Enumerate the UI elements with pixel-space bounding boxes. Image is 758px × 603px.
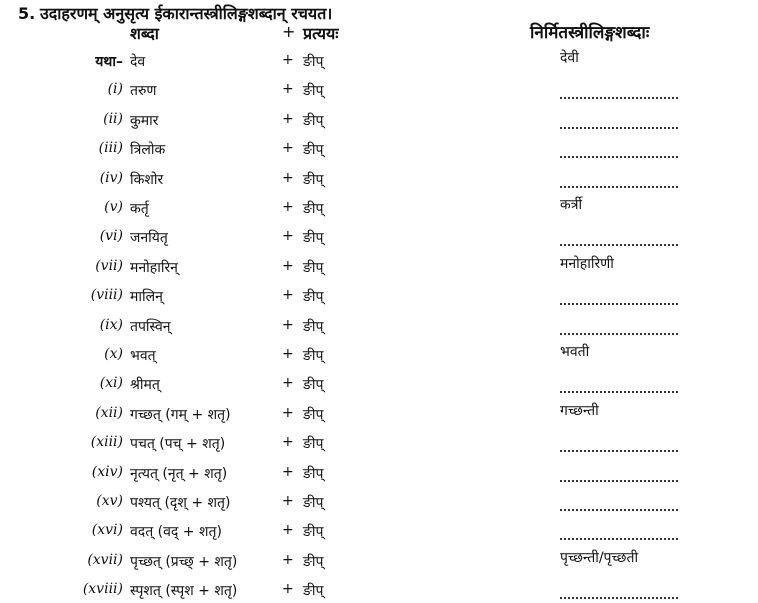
base-word: तरुण: [130, 83, 157, 100]
base-word: कर्तृ: [130, 201, 149, 217]
plus-sign: +: [282, 81, 294, 98]
answer-blank[interactable]: [560, 156, 678, 158]
plus-sign: +: [282, 169, 294, 186]
row-label: (xviii): [82, 581, 123, 598]
exercise-row: [0, 283, 758, 312]
row-label: (xvii): [87, 551, 123, 568]
row-label: (v): [104, 199, 123, 215]
suffix: ङीप्: [303, 201, 324, 217]
answer-blank[interactable]: [560, 450, 678, 452]
header-result: निर्मितस्त्रीलिङ्गशब्दाः: [530, 23, 650, 43]
suffix: ङीप्: [303, 406, 324, 423]
exercise-row: [0, 489, 758, 518]
base-word: त्रिलोक: [130, 142, 166, 159]
plus-sign: +: [282, 551, 294, 568]
row-label: (ix): [99, 316, 123, 333]
example-row: [0, 48, 758, 77]
answer-text: मनोहारिणी: [560, 255, 614, 272]
row-label: (xvi): [91, 522, 123, 539]
plus-sign: +: [282, 522, 294, 539]
base-word: नृत्यत् (नृत् + शतृ): [130, 465, 228, 482]
suffix: ङीप्: [303, 583, 324, 600]
answer-blank[interactable]: [560, 186, 678, 188]
exercise-row: [0, 77, 758, 106]
header-word: शब्दा: [130, 24, 159, 43]
suffix: ङीप्: [303, 54, 324, 70]
answer-blank[interactable]: [560, 509, 678, 511]
suffix: ङीप्: [303, 524, 324, 541]
plus-sign: +: [282, 375, 294, 392]
answer-blank[interactable]: [560, 597, 678, 599]
exercise-row: [0, 313, 758, 342]
plus-sign: +: [282, 257, 294, 274]
row-label: (ii): [103, 110, 123, 127]
header-plus: +: [282, 22, 296, 41]
base-word: कुमार: [130, 112, 159, 129]
plus-sign: +: [282, 199, 294, 215]
suffix: ङीप्: [303, 142, 324, 159]
base-word: पृच्छत् (प्रच्छ् + शतृ): [130, 553, 238, 570]
row-label: (viii): [90, 287, 123, 304]
exercise-row: [0, 460, 758, 489]
answer-blank[interactable]: [560, 97, 678, 99]
base-word: स्पृशत् (स्पृश + शतृ): [130, 583, 238, 600]
exercise-row: [0, 107, 758, 136]
exercise-row: [0, 254, 758, 283]
exercise-row: [0, 166, 758, 195]
exercise-row: [0, 342, 758, 371]
suffix: ङीप्: [303, 495, 324, 511]
row-label: (xii): [95, 404, 123, 421]
suffix: ङीप्: [303, 436, 324, 453]
plus-sign: +: [282, 110, 294, 127]
suffix: ङीप्: [303, 83, 324, 100]
question-number: 5.: [18, 4, 36, 23]
header-suffix: प्रत्ययः: [303, 24, 339, 43]
answer-blank[interactable]: [560, 538, 678, 540]
base-word: पचत् (पच् + शतृ): [130, 436, 226, 453]
suffix: ङीप्: [303, 377, 324, 394]
row-label: (xiv): [91, 463, 123, 480]
suffix: ङीप्: [303, 348, 324, 364]
row-label: (xv): [96, 493, 123, 509]
row-label: (vii): [95, 257, 123, 274]
answer-blank[interactable]: [560, 333, 678, 335]
answer-text: पृच्छन्ती/पृच्छती: [560, 549, 639, 566]
base-word: पश्यत् (दृश् + शतृ): [130, 495, 231, 511]
question-text: उदाहरणम् अनुसृत्य ईकारान्तस्त्रीलिङ्गशब्दान् रचयत।: [40, 4, 333, 23]
exercise-row: [0, 224, 758, 253]
plus-sign: +: [282, 346, 294, 362]
exercise-row: [0, 518, 758, 547]
answer-blank[interactable]: [560, 303, 678, 305]
suffix: ङीप्: [303, 230, 324, 247]
row-label: (iv): [99, 169, 123, 186]
plus-sign: +: [282, 463, 294, 480]
plus-sign: +: [282, 140, 294, 157]
base-word: तपस्विन्: [130, 318, 171, 335]
exercise-row: [0, 430, 758, 459]
row-label: (xiii): [90, 434, 123, 451]
plus-sign: +: [282, 434, 294, 451]
suffix: ङीप्: [303, 553, 324, 570]
base-word: वदत् (वद् + शतृ): [130, 524, 222, 541]
exercise-row: [0, 136, 758, 165]
exercise-row: [0, 371, 758, 400]
exercise-row: [0, 401, 758, 430]
plus-sign: +: [282, 581, 294, 598]
row-label: (x): [104, 346, 123, 362]
suffix: ङीप्: [303, 171, 324, 188]
question-title: [18, 2, 332, 24]
plus-sign: +: [282, 493, 294, 509]
answer-blank[interactable]: [560, 127, 678, 129]
row-label: (iii): [98, 140, 123, 157]
row-label: (xi): [99, 375, 123, 392]
base-word: किशोर: [130, 171, 164, 188]
row-label: (vi): [99, 228, 123, 245]
exercise-row: [0, 195, 758, 224]
base-word: जनयितृ: [130, 230, 168, 247]
answer-blank[interactable]: [560, 480, 678, 482]
plus-sign: +: [282, 404, 294, 421]
suffix: ङीप्: [303, 318, 324, 335]
base-word: श्रीमत्: [130, 377, 160, 394]
row-label: यथा–: [95, 54, 123, 70]
exercise-row: [0, 577, 758, 603]
row-label: (i): [107, 81, 123, 98]
base-word: मनोहारिन्: [130, 259, 178, 276]
suffix: ङीप्: [303, 259, 324, 276]
plus-sign: +: [282, 287, 294, 304]
plus-sign: +: [282, 52, 294, 68]
plus-sign: +: [282, 228, 294, 245]
exercise-row: [0, 548, 758, 577]
answer-text: भवती: [560, 344, 590, 360]
suffix: ङीप्: [303, 465, 324, 482]
suffix: ङीप्: [303, 289, 324, 306]
base-word: मालिन्: [130, 289, 163, 306]
answer-text: गच्छन्ती: [560, 402, 599, 419]
answer-blank[interactable]: [560, 391, 678, 393]
plus-sign: +: [282, 316, 294, 333]
answer-text: कर्त्री: [560, 197, 583, 213]
base-word: देव: [130, 54, 146, 70]
base-word: भवत्: [130, 348, 156, 364]
answer-text: देवी: [560, 50, 579, 66]
suffix: ङीप्: [303, 112, 324, 129]
base-word: गच्छत् (गम् + शतृ): [130, 406, 231, 423]
answer-blank[interactable]: [560, 244, 678, 246]
